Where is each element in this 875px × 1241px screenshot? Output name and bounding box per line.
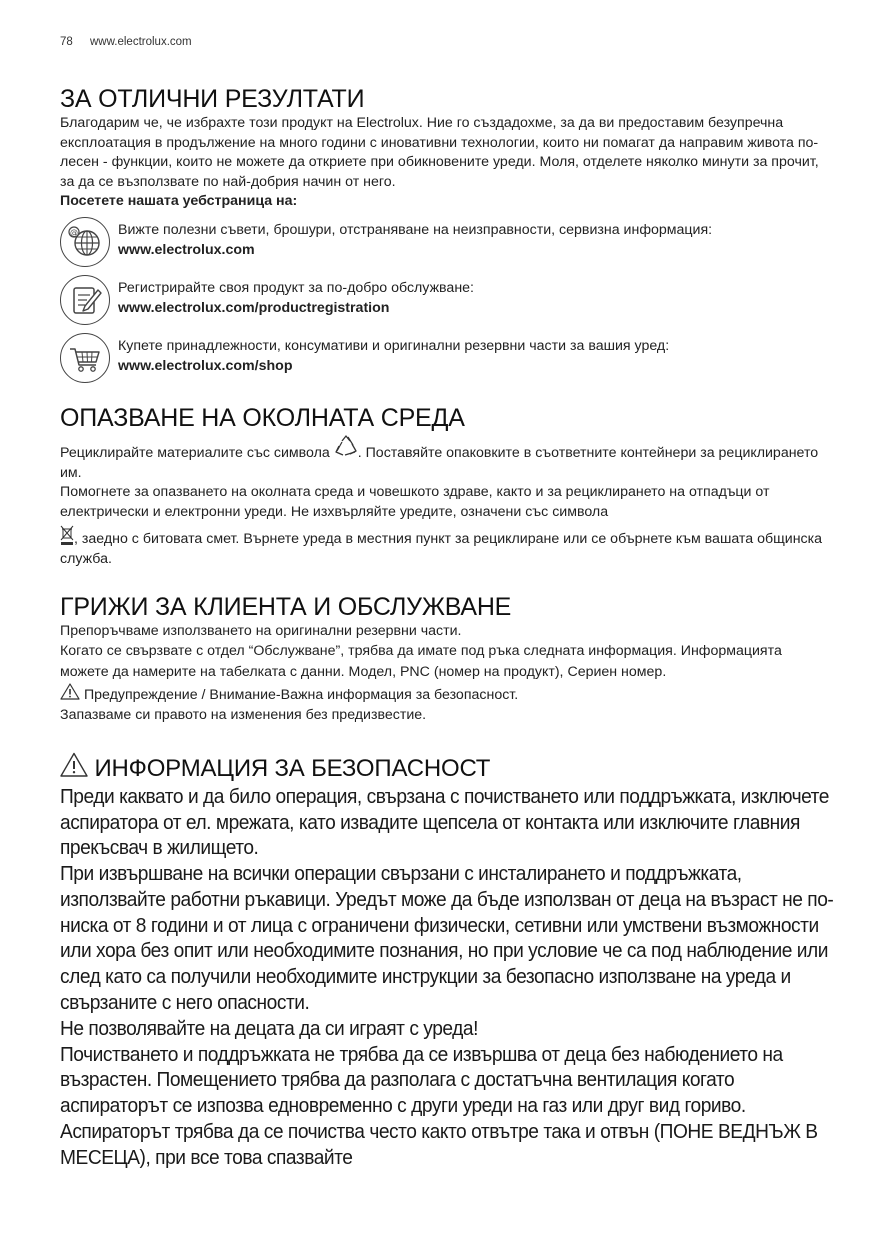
safety-paragraph-4: Почистването и поддръжката не трябва да се извършва от деца без набюдението на възрастен. Помещението трябва да разполага с достатъчна вентилация когато аспираторът се изпозва едновременно с други уреди на газ или друг вид гориво. Аспираторът трябва да се почиства често както отвътре така и отвън (ПОНЕ ВЕДНЪЖ В МЕСЕЦА), при все това спазвайте <box>60 1042 823 1169</box>
safety-paragraph-1: Преди каквато и да било операция, свързана с почистването или поддръжката, изключете аспиратора от ел. мрежата, като извадите щепсела от контакта или изключите главния прекъсвач в жилището. <box>60 784 829 860</box>
link-row-support <box>60 220 830 267</box>
section-title-customer-care: ГРИЖИ ЗА КЛИЕНТА И ОБСЛУЖВАНЕ <box>60 592 512 621</box>
environment-paragraph-3 <box>60 525 830 569</box>
warning-legend: Предупреждение / Внимание-Важна информация за безопасност. <box>80 686 519 703</box>
link-url-support[interactable]: www.electrolux.com <box>118 241 255 258</box>
intro-paragraph: Благодарим че, че избрахте този продукт на Electrolux. Ние го създадохме, за да ви предоставим безупречна експлоатация в продължение на много години с иновативни технологии, които ни помагат да направим живота по-лесен - функции, които не можете да откриете при обикновените уреди. Моля, отделете няколко минути за прочит, за да се възползвате по най-добрия начин от него. <box>60 115 819 190</box>
page-content <box>60 84 834 1171</box>
environment-paragraph-1 <box>60 435 830 483</box>
visit-heading: Посетете нашата уебстраница на: <box>60 193 298 210</box>
safety-paragraph-3: Не позволявайте на децата да си играят с уреда! <box>60 1016 478 1040</box>
weee-text: , заедно с битовата смет. Върнете уреда в местния пункт за рециклиране или се обърнете към вашата общинска служба. <box>60 531 823 567</box>
safety-paragraph-2: При извършване на всички операции свързани с инсталирането и поддръжката, използвайте работни ръкавици. Уредът може да бъде използван от деца на възраст не по-ниска от 8 години и от лица с ограничени физически, сетивни или умствени възможности или хора без опит или необходимите познания, но при условие че са под наблюдение или след като са получили необходимите инструкции за безопасно използване на уреда и свързаните с него опасности. <box>60 862 834 1015</box>
section-title-safety <box>60 752 830 784</box>
page-header <box>60 36 192 48</box>
globe-icon <box>60 217 110 267</box>
care-line-3 <box>60 683 830 706</box>
link-url-registration[interactable]: www.electrolux.com/productregistration <box>118 299 390 316</box>
warning-icon <box>60 683 80 700</box>
cart-icon <box>60 333 110 383</box>
care-line-2: Когато се свързвате с отдел “Обслужване”, трябва да имате под ръка следната информация. Информацията можете да намерите на табелката с данни. Модел, PNC (номер на продукт), Сериен номер. <box>60 643 782 680</box>
link-text-shop: Купете принадлежности, консумативи и оригинални резервни части за вашия уред: <box>118 337 670 354</box>
warning-icon <box>60 752 88 777</box>
link-url-shop[interactable]: www.electrolux.com/shop <box>118 357 293 374</box>
environment-paragraph-2: Помогнете за опазването на околната среда и човешкото здраве, както и за рециклирането на отпадъци от електрически и електронни уреди. Не изхвърляйте уредите, означени със символа <box>60 484 770 520</box>
register-icon <box>60 275 110 325</box>
header-website: www.electrolux.com <box>90 36 192 48</box>
recycle-icon <box>334 435 358 457</box>
link-row-shop <box>60 336 830 383</box>
link-row-registration <box>60 278 830 325</box>
page-number: 78 <box>60 36 73 48</box>
svg-text:@: @ <box>70 227 78 237</box>
recycle-text-end: . Поставяйте опаковките в съответните контейнери за рециклирането им. <box>60 444 819 481</box>
section-title-results: ЗА ОТЛИЧНИ РЕЗУЛТАТИ <box>60 85 365 113</box>
care-line-1: Препоръчваме използването на оригинални резервни части. <box>60 622 462 639</box>
care-line-4: Запазваме си правото на изменения без предизвестие. <box>60 707 427 724</box>
section-title-environment: ОПАЗВАНЕ НА ОКОЛНАТА СРЕДА <box>60 403 465 432</box>
recycle-text-start: Рециклирайте материалите със символа <box>60 444 330 461</box>
link-text-support: Вижте полезни съвети, брошури, отстраняване на неизправности, сервизна информация: <box>118 221 713 238</box>
safety-body <box>60 784 834 1171</box>
crossed-bin-icon <box>60 525 74 545</box>
link-text-registration: Регистрирайте своя продукт за по-добро обслужване: <box>118 279 474 296</box>
safety-title-text: ИНФОРМАЦИЯ ЗА БЕЗОПАСНОСТ <box>94 754 491 782</box>
